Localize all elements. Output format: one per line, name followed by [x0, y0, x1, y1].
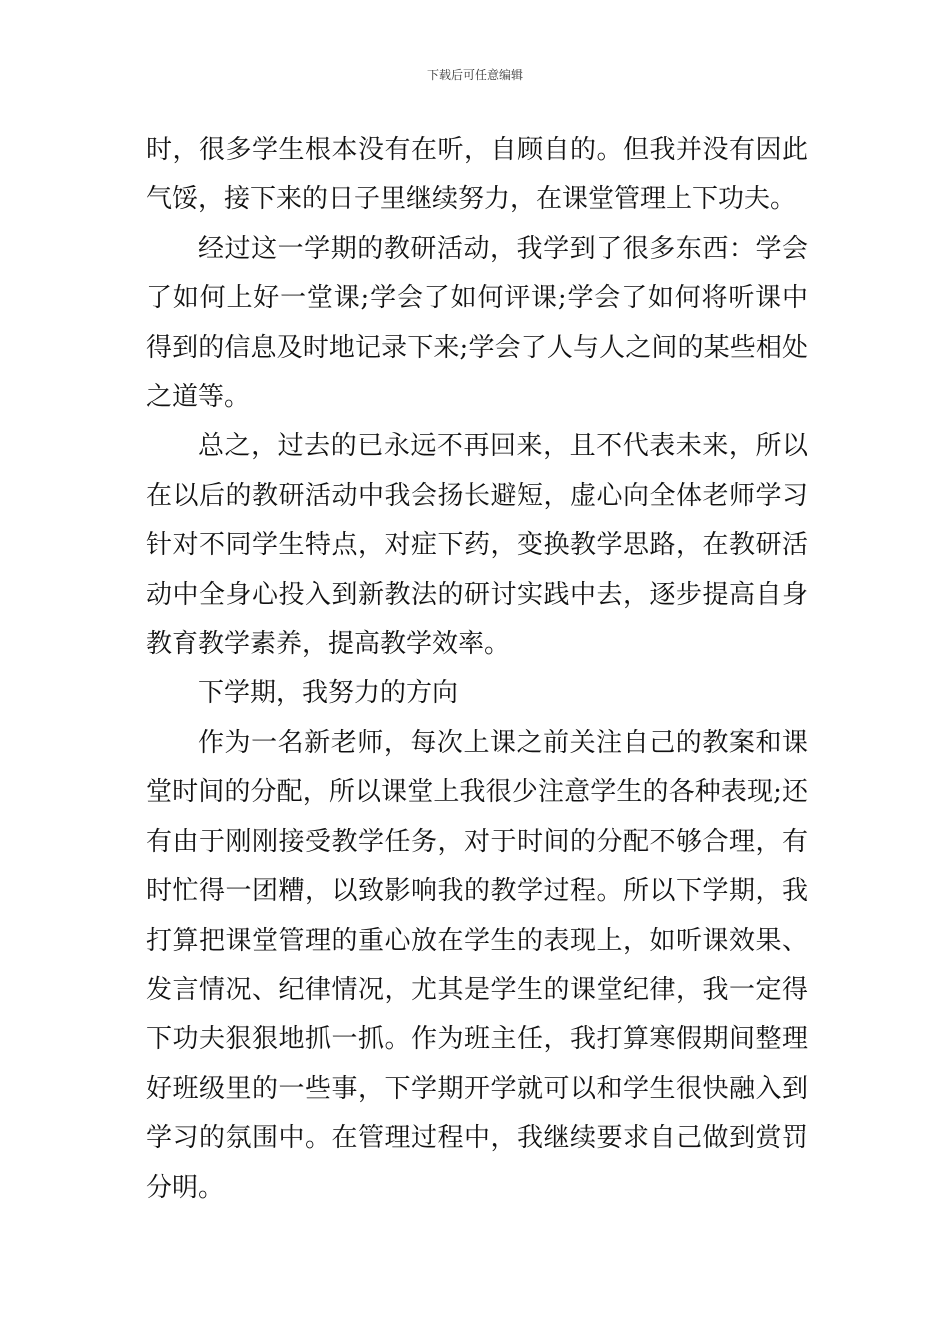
document-body	[146, 126, 808, 1213]
paragraph-continuation: 时，很多学生根本没有在听，自顾自的。但我并没有因此气馁，接下来的日子里继续努力，在课堂管理上下功夫。	[146, 135, 808, 215]
section-heading-next-term: 下学期，我努力的方向	[198, 678, 459, 709]
paragraph-research-gains: 经过这一学期的教研活动，我学到了很多东西：学会了如何上好一堂课;学会了如何评课;学会了如何将听课中得到的信息及时地记录下来;学会了人与人之间的某些相处之道等。	[146, 233, 808, 413]
paragraph-summary: 总之，过去的已永远不再回来，且不代表未来，所以在以后的教研活动中我会扬长避短，虚心向全体老师学习针对不同学生特点，对症下药，变换教学思路，在教研活动中全身心投入到新教法的研讨实践中去，逐步提高自身教育教学素养，提高教学效率。	[146, 431, 808, 660]
page-header-note: 下载后可任意编辑	[426, 68, 523, 82]
paragraph-next-term-plan: 作为一名新老师，每次上课之前关注自己的教案和课堂时间的分配，所以课堂上我很少注意学生的各种表现;还有由于刚刚接受教学任务，对于时间的分配不够合理，有时忙得一团糟，以致影响我的教学过程。所以下学期，我打算把课堂管理的重心放在学生的表现上，如听课效果、发言情况、纪律情况，尤其是学生的课堂纪律，我一定得下功夫狠狠地抓一抓。作为班主任，我打算寒假期间整理好班级里的一些事，下学期开学就可以和学生很快融入到学习的氛围中。在管理过程中，我继续要求自己做到赏罚分明。	[146, 727, 808, 1203]
